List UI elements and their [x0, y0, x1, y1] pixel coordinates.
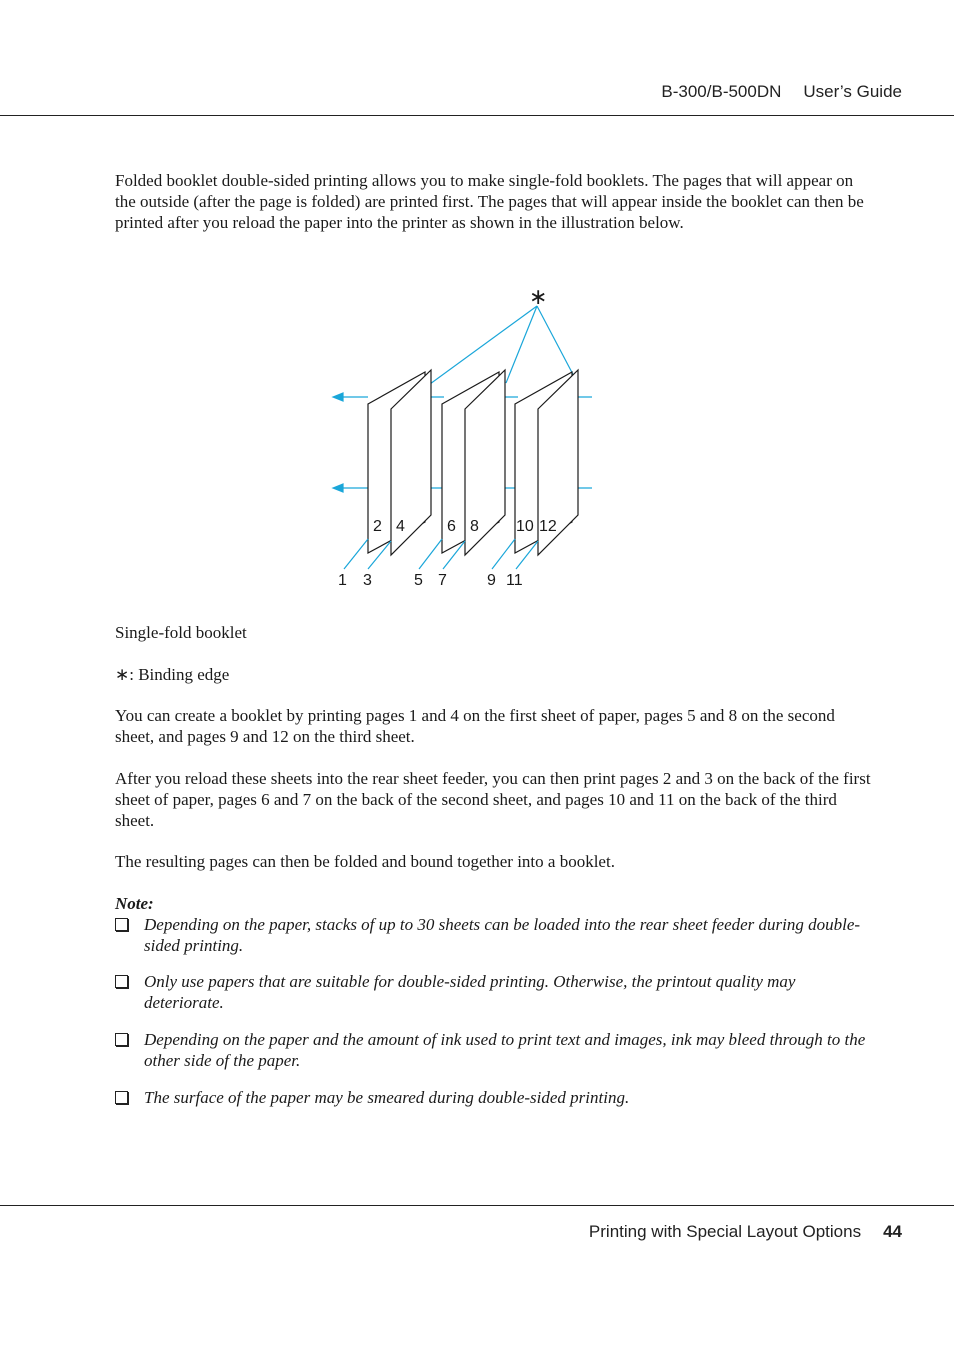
- note-item-text: Only use papers that are suitable for double-sided printing. Otherwise, the printout quality may deteriorate.: [144, 972, 796, 1012]
- inner-page-label: 10: [516, 518, 534, 535]
- checkbox-bullet-icon: [115, 1033, 128, 1046]
- fold-paragraph: The resulting pages can then be folded and bound together into a booklet.: [115, 852, 615, 871]
- footer-rule: [0, 1205, 954, 1206]
- checkbox-bullet-icon: [115, 975, 128, 988]
- reload-paragraph: After you reload these sheets into the rear sheet feeder, you can then print pages 2 and 3 on the back of the first sheet of paper, pages 6 and 7 on the back of the second sheet, and pages 10 and 11 on the back of the third sheet.: [115, 769, 871, 830]
- booklet-illustration: [330, 280, 630, 595]
- booklet-pages-paragraph: You can create a booklet by printing pages 1 and 4 on the first sheet of paper, pages 5 and 8 on the second sheet, and pages 9 and 12 on the third sheet.: [115, 706, 835, 746]
- checkbox-bullet-icon: [115, 1091, 128, 1104]
- inner-page-label: 6: [447, 518, 456, 535]
- header-rule: [0, 115, 954, 116]
- note-item-text: Depending on the paper and the amount of ink used to print text and images, ink may bleed through to the other side of the paper.: [144, 1030, 866, 1070]
- note-item: [115, 971, 877, 1013]
- footer-section-title: Printing with Special Layout Options: [588, 1222, 862, 1241]
- inner-page-label: 4: [396, 518, 405, 535]
- inner-page-label: 2: [373, 518, 382, 535]
- inner-page-label: 12: [539, 518, 557, 535]
- note-item: [115, 1087, 877, 1108]
- note-item-text: The surface of the paper may be smeared during double-sided printing.: [144, 1088, 630, 1107]
- intro-paragraph: Folded booklet double-sided printing allows you to make single-fold booklets. The pages that will appear on the outside (after the page is folded) are printed first. The pages that will appear inside the booklet can then be printed after you reload the paper into the printer as shown in the illustration below.: [115, 171, 864, 232]
- outer-page-label: 3: [363, 572, 372, 589]
- outer-page-label: 9: [487, 572, 496, 589]
- binding-edge-legend-text: : Binding edge: [129, 665, 230, 684]
- note-item-text: Depending on the paper, stacks of up to 30 sheets can be loaded into the rear sheet feeder during double-sided printing.: [144, 915, 861, 955]
- outer-page-label: 5: [414, 572, 423, 589]
- page-header: [661, 82, 902, 102]
- inner-page-label: 8: [470, 518, 479, 535]
- binding-edge-legend-symbol: ∗: [115, 665, 130, 684]
- illustration-caption: Single-fold booklet: [115, 623, 247, 642]
- outer-page-label: 1: [338, 572, 347, 589]
- header-guide: User’s Guide: [803, 82, 902, 101]
- page-number: 44: [883, 1222, 902, 1241]
- page-footer: [589, 1222, 902, 1242]
- note-title: Note:: [115, 894, 154, 913]
- feed-direction-arrows: [333, 393, 368, 492]
- header-model: B-300/B-500DN: [661, 82, 782, 101]
- outer-page-label: 7: [438, 572, 447, 589]
- note-item: [115, 1029, 877, 1071]
- binding-edge-symbol: ∗: [529, 284, 548, 309]
- checkbox-bullet-icon: [115, 918, 128, 931]
- outer-page-label: 11: [506, 572, 523, 589]
- note-item: [115, 914, 877, 956]
- binding-edge-legend: [115, 664, 877, 685]
